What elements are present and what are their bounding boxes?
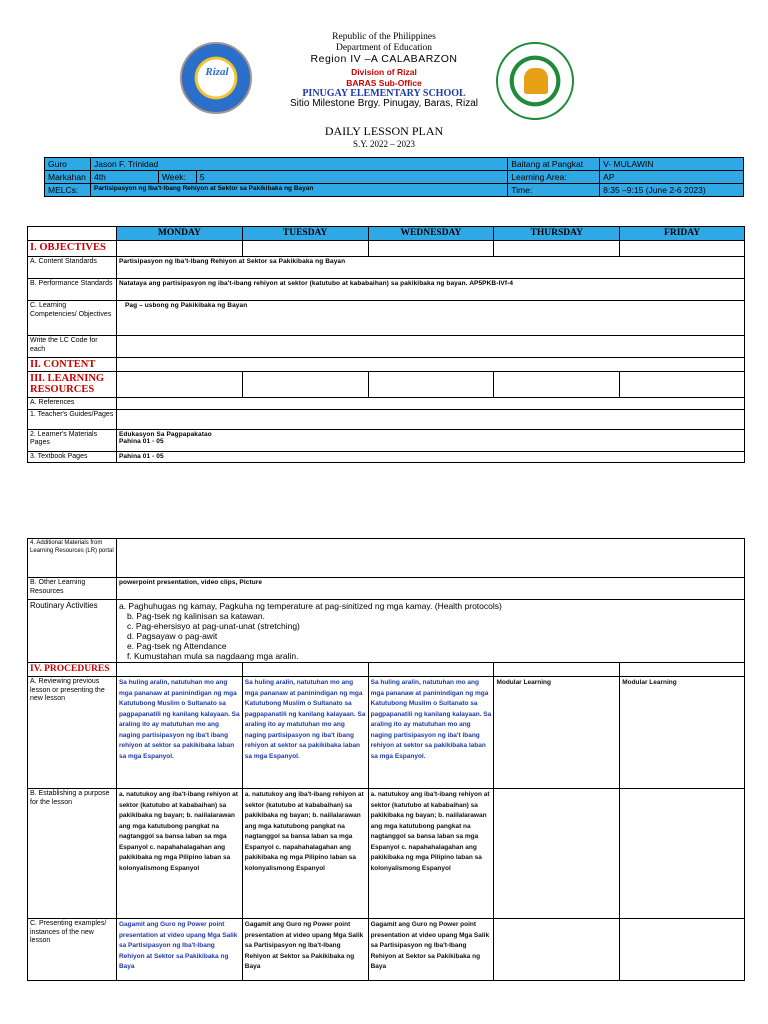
empty-cell: [494, 919, 620, 981]
learners-materials-line2: Pahina 01 - 05: [118, 437, 164, 445]
reviewing-tuesday: Sa huling aralin, natutuhan mo ang mga pananaw at paninindigan ng mga Katutubong Muslim o Sultanato sa pagpapanatili ng kanilang kalayaan. Sa araling ito ay matutuhan mo ang naging partisipasyon ng iba't ibang rehiyon at sektor sa pakikibaka laban sa mga Espanyol.: [242, 677, 368, 789]
learners-materials-label: 2. Learner's Materials Pages: [28, 429, 117, 451]
empty-cell: [116, 372, 242, 398]
lc-code-label: Write the LC Code for each: [28, 336, 117, 358]
textbook-pages-label: 3. Textbook Pages: [28, 451, 117, 463]
empty-cell: [368, 241, 494, 257]
routinary-item: d. Pagsayaw o pag-awit: [126, 631, 218, 641]
teachers-guides-value: [116, 409, 744, 429]
routinary-list: [116, 600, 744, 663]
empty-cell: [620, 919, 745, 981]
empty-cell: [494, 663, 620, 677]
establishing-label: B. Establishing a purpose for the lesson: [28, 789, 117, 919]
empty-cell: [116, 241, 242, 257]
torch-icon: [524, 68, 548, 94]
day-header-friday: FRIDAY: [620, 227, 745, 241]
reviewing-friday: Modular Learning: [620, 677, 745, 789]
presenting-label: C. Presenting examples/ instances of the new lesson: [28, 919, 117, 981]
references-label: A. References: [28, 398, 117, 410]
empty-cell: [368, 663, 494, 677]
other-resources-value: powerpoint presentation, video clips, Picture: [116, 578, 744, 600]
additional-materials-label: 4. Additional Materials from Learning Resources (LR) portal: [28, 539, 117, 578]
routinary-item: a. Paghuhugas ng kamay, Pagkuha ng temperature at pag-sinitized ng mga kamay. (Health protocols): [118, 601, 502, 611]
empty-cell: [116, 663, 242, 677]
references-value: [116, 398, 744, 410]
empty-cell: [494, 789, 620, 919]
content-value: [116, 358, 744, 372]
learning-resources-heading: III. LEARNING RESOURCES: [28, 372, 117, 398]
empty-cell: [620, 241, 745, 257]
empty-cell: [494, 372, 620, 398]
content-standards-value: Partisipasyon ng Iba't-Ibang Rehiyon at Sektor sa Pakikibaka ng Bayan: [116, 257, 744, 279]
week-value: 5: [196, 171, 507, 184]
markahan-label: Markahan: [45, 171, 91, 184]
time-value: 8:35 –9:15 (June 2-6 2023): [600, 184, 744, 197]
performance-standards-value: Natataya ang partisipasyon ng iba't-ibang rehiyon at sektor (katutubo at kababaihan) sa pakikibaka ng bayan. AP5PKB-IVf-4: [116, 279, 744, 301]
content-heading: II. CONTENT: [28, 358, 117, 372]
markahan-value: 4th: [90, 171, 158, 184]
empty-cell: [620, 372, 745, 398]
routinary-item: b. Pag-tsek ng kalinisan sa katawan.: [126, 611, 265, 621]
header-department: Department of Education: [335, 43, 433, 53]
time-label: Time:: [508, 184, 600, 197]
textbook-pages-value: Pahina 01 - 05: [116, 451, 744, 463]
objectives-heading: I. OBJECTIVES: [28, 241, 117, 257]
empty-cell: [242, 241, 368, 257]
learning-area-label: Learning Area:: [508, 171, 600, 184]
routinary-label: Routinary Activities: [28, 600, 117, 663]
guro-label: Guro: [45, 158, 91, 171]
day-header-tuesday: TUESDAY: [242, 227, 368, 241]
other-resources-label: B. Other Learning Resources: [28, 578, 117, 600]
melcs-label: MELCs:: [45, 184, 91, 197]
info-table: [44, 157, 744, 197]
procedures-heading: IV. PROCEDURES: [28, 663, 117, 677]
school-year: S.Y. 2022 – 2023: [352, 139, 416, 149]
day-header-thursday: THURSDAY: [494, 227, 620, 241]
empty-cell: [620, 789, 745, 919]
empty-cell: [242, 663, 368, 677]
learners-materials-value: [116, 429, 744, 451]
reviewing-monday: Sa huling aralin, natutuhan mo ang mga pananaw at paninindigan ng mga Katutubong Muslim o Sultanato sa pagpapanatili ng kanilang kalayaan. Sa araling ito ay matutuhan mo ang naging partisipasyon ng iba't ibang rehiyon at sektor sa pakikibaka laban sa mga Espanyol.: [116, 677, 242, 789]
routinary-item: e. Pag-tsek ng Attendance: [126, 641, 227, 651]
week-label: Week:: [158, 171, 196, 184]
presenting-tuesday: Gagamit ang Guro ng Power point presentation at video upang Mga Salik sa Partisipasyon ng Iba't-Ibang Rehiyon at Sektor sa Pakikibaka ng Baya: [242, 919, 368, 981]
lesson-table-part1: [27, 226, 745, 463]
reviewing-wednesday: Sa huling aralin, natutuhan mo ang mga pananaw at paninindigan ng mga Katutubong Muslim o Sultanato sa pagpapanatili ng kanilang kalayaan. Sa araling ito ay matutuhan mo ang naging partisipasyon ng iba't ibang rehiyon at sektor sa pakikibaka laban sa mga Espanyol.: [368, 677, 494, 789]
reviewing-thursday: Modular Learning: [494, 677, 620, 789]
header-division: Division of Rizal: [351, 67, 417, 77]
additional-materials-value: [116, 539, 744, 578]
header-school-name: PINUGAY ELEMENTARY SCHOOL: [302, 88, 466, 99]
presenting-wednesday: Gagamit ang Guro ng Power point presentation at video upang Mga Salik sa Partisipasyon ng Iba't-Ibang Rehiyon at Sektor sa Pakikibaka ng Baya: [368, 919, 494, 981]
melcs-value: Partisipasyon ng Iba't-Ibang Rehiyon at Sektor sa Pakikibaka ng Bayan: [90, 184, 507, 197]
header-suboffice: BARAS Sub-Office: [346, 78, 422, 88]
performance-standards-label: B. Performance Standards: [28, 279, 117, 301]
logo-left-text: Rizal: [205, 66, 229, 78]
page-title: DAILY LESSON PLAN: [324, 124, 444, 138]
deped-rizal-logo-icon: [180, 42, 252, 114]
establishing-wednesday: a. natutukoy ang iba't-ibang rehiyon at sektor (katutubo at kababaihan) sa pakikibaka ng bayan; b. naiilalarawan ang mga katutubong pangkat na nagtanggol sa bansa laban sa mga Espanyol c. napahahalagahan ang pakikibaka ng mga Pilipino laban sa kolonyalismong Espanyol: [368, 789, 494, 919]
teachers-guides-label: 1. Teacher's Guides/Pages: [28, 409, 117, 429]
header-address: Sitio Milestone Brgy. Pinugay, Baras, Rizal: [289, 98, 479, 109]
header-republic: Republic of the Philippines: [332, 32, 436, 42]
empty-cell: [242, 372, 368, 398]
reviewing-label: A. Reviewing previous lesson or presenting the new lesson: [28, 677, 117, 789]
presenting-monday: Gagamit ang Guro ng Power point presentation at video upang Mga Salik sa Partisipasyon ng Iba't-Ibang Rehiyon at Sektor sa Pakikibaka ng Baya: [116, 919, 242, 981]
routinary-item: c. Pag-ehersisyo at pag-unat-unat (stretching): [126, 621, 300, 631]
day-header-wednesday: WEDNESDAY: [368, 227, 494, 241]
competencies-value: Pag – usbong ng Pakikibaka ng Bayan: [116, 301, 744, 336]
corner-cell: [28, 227, 117, 241]
learning-area-value: AP: [600, 171, 744, 184]
routinary-item: f. Kumustahan mula sa nagdaang mga aralin.: [126, 651, 299, 661]
document-header: [0, 32, 768, 112]
content-standards-label: A. Content Standards: [28, 257, 117, 279]
competencies-label: C. Learning Competencies/ Objectives: [28, 301, 117, 336]
establishing-tuesday: a. natutukoy ang iba't-ibang rehiyon at sektor (katutubo at kababaihan) sa pakikibaka ng bayan; b. naiilalarawan ang mga katutubong pangkat na nagtanggol sa bansa laban sa mga Espanyol c. napahahalagahan ang pakikibaka ng mga Pilipino laban sa kolonyalismong Espanyol: [242, 789, 368, 919]
learners-materials-line1: Edukasyon Sa Pagpapakatao: [118, 430, 212, 438]
baitang-value: V- MULAWIN: [600, 158, 744, 171]
lc-code-value: [116, 336, 744, 358]
empty-cell: [368, 372, 494, 398]
baitang-label: Baitang at Pangkat: [508, 158, 600, 171]
establishing-monday: a. natutukoy ang iba't-ibang rehiyon at sektor (katutubo at kababaihan) sa pakikibaka ng bayan; b. naiilalarawan ang mga katutubong pangkat na nagtanggol sa bansa laban sa mga Espanyol c. napahahalagahan ang pakikibaka ng mga Pilipino laban sa kolonyalismong Espanyol: [116, 789, 242, 919]
empty-cell: [494, 241, 620, 257]
day-header-monday: MONDAY: [116, 227, 242, 241]
lesson-table-part2: [27, 538, 745, 981]
empty-cell: [620, 663, 745, 677]
guro-value: Jason F. Trinidad: [90, 158, 507, 171]
header-region: Region IV –A CALABARZON: [310, 53, 458, 65]
